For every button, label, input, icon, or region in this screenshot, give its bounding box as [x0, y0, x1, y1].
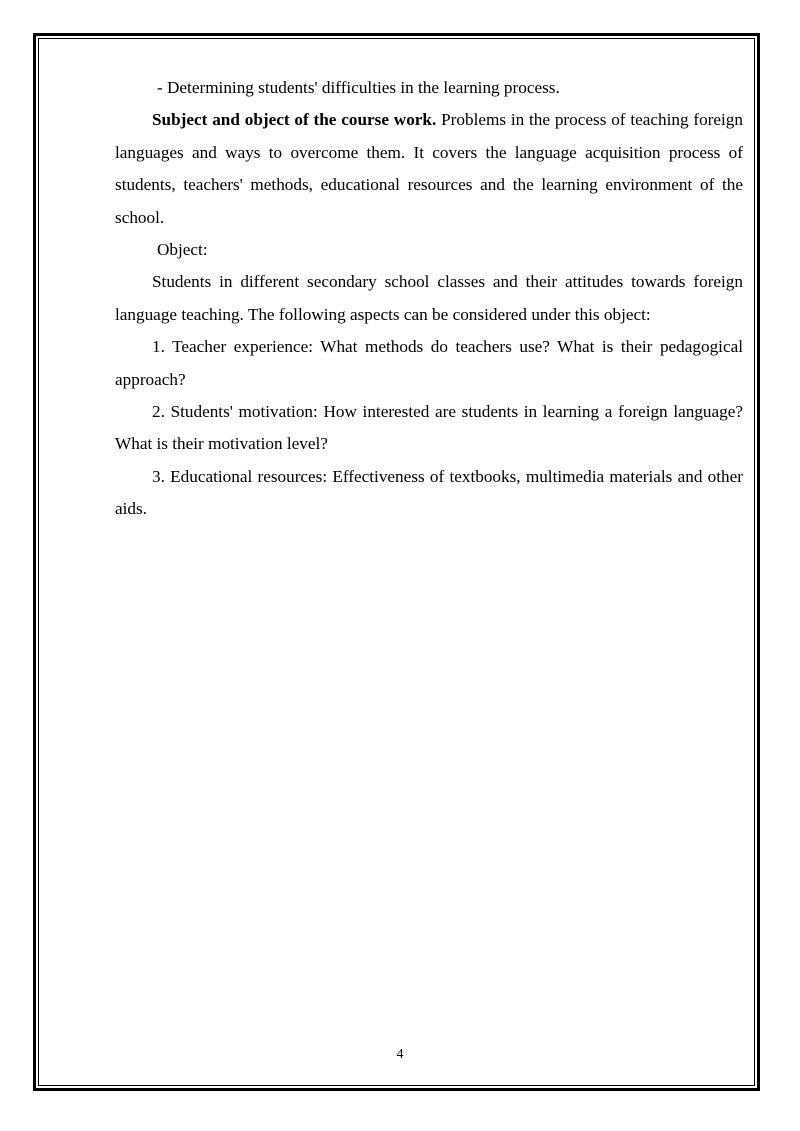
paragraph-object-heading — [115, 234, 743, 266]
paragraph-heading: Subject and object of the course work. — [152, 110, 437, 130]
paragraph-object-description — [115, 266, 743, 331]
paragraph-list-item-1 — [115, 331, 743, 396]
paragraph-text: Students in different secondary school classes and their attitudes towards foreign language teaching. The following aspects can be considered under this object: — [115, 272, 743, 324]
paragraph-list-item-3 — [115, 461, 743, 526]
paragraph-text: 2. Students' motivation: How interested are students in learning a foreign language? What is their motivation level? — [115, 402, 743, 454]
paragraph-text: Problems in the process of teaching foreign languages and ways to overcome them. It covers the language acquisition process of students, teachers' methods, educational resources and the learning environment of the school. — [115, 110, 743, 227]
paragraph-text: 1. Teacher experience: What methods do teachers use? What is their pedagogical approach? — [115, 337, 743, 389]
paragraph-subject — [115, 104, 743, 234]
paragraph-goal-item — [115, 72, 743, 104]
paragraph-list-item-2 — [115, 396, 743, 461]
paragraph-text: - Determining students' difficulties in the learning process. — [157, 78, 560, 97]
page-number: 4 — [396, 1047, 404, 1062]
paragraph-text: Object: — [157, 240, 208, 260]
document-body — [115, 72, 743, 526]
paragraph-text: 3. Educational resources: Effectiveness of textbooks, multimedia materials and other aids. — [115, 466, 743, 519]
